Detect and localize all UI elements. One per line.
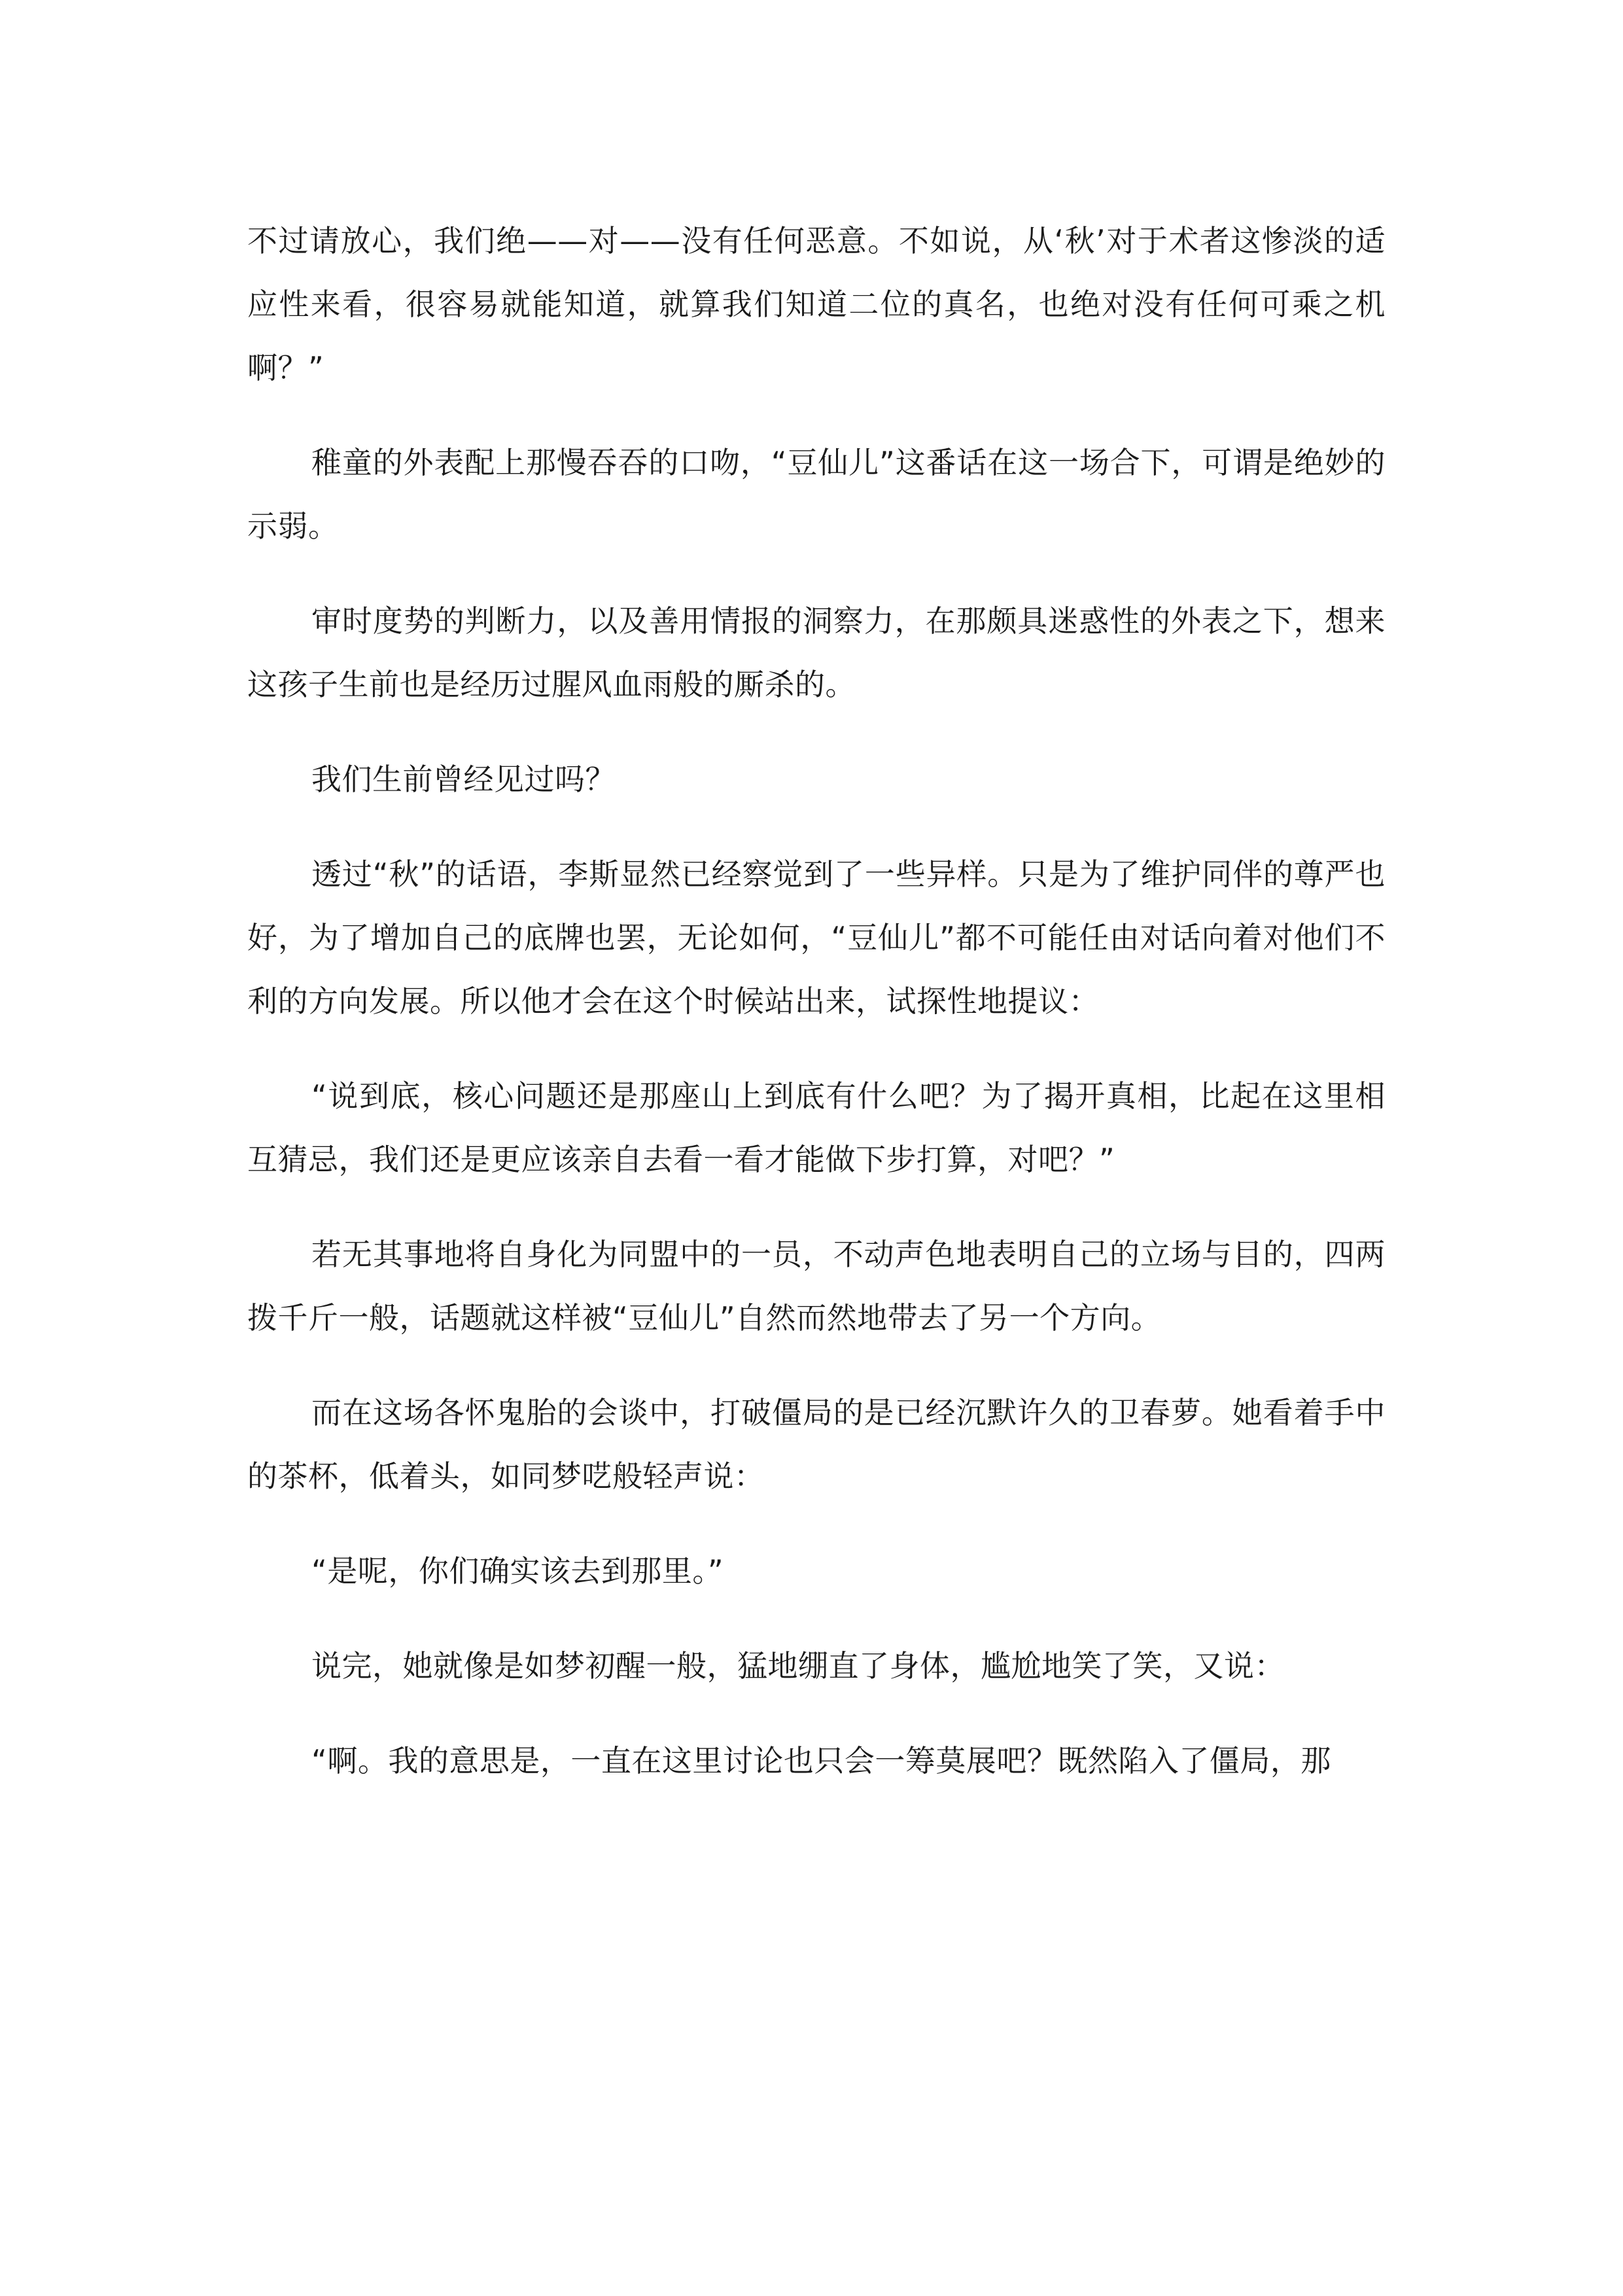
paragraph: 我们生前曾经见过吗？ [311, 762, 616, 797]
paragraph: 稚童的外表配上那慢吞吞的口吻，“豆仙儿”这番话在这一场合下，可谓是绝妙的示弱。 [247, 445, 1386, 544]
paragraph: 若无其事地将自身化为同盟中的一员，不动声色地表明自己的立场与目的，四两拨千斤一般，话题就这样被“豆仙儿”自然而然地带去了另一个方向。 [247, 1237, 1386, 1335]
paragraph: “说到底，核心问题还是那座山上到底有什么吧？为了揭开真相，比起在这里相互猜忌，我们还是更应该亲自去看一看才能做下步打算，对吧？” [247, 1078, 1386, 1177]
document-body [247, 209, 1386, 1824]
paragraph: 不过请放心，我们绝——对——没有任何恶意。不如说，从‘秋’对于术者这惨淡的适应性来看，很容易就能知道，就算我们知道二位的真名，也绝对没有任何可乘之机啊？” [247, 223, 1386, 385]
paragraph: “是呢，你们确实该去到那里。” [311, 1553, 724, 1589]
paragraph: 透过“秋”的话语，李斯显然已经察觉到了一些异样。只是为了维护同伴的尊严也好，为了增加自己的底牌也罢，无论如何，“豆仙儿”都不可能任由对话向着对他们不利的方向发展。所以他才会在这个时候站出来，试探性地提议： [247, 857, 1386, 1019]
paragraph: 审时度势的判断力，以及善用情报的洞察力，在那颇具迷惑性的外表之下，想来这孩子生前也是经历过腥风血雨般的厮杀的。 [247, 603, 1386, 702]
paragraph: “啊。我的意思是，一直在这里讨论也只会一筹莫展吧？既然陷入了僵局，那 [311, 1743, 1331, 1778]
paragraph: 说完，她就像是如梦初醒一般，猛地绷直了身体，尴尬地笑了笑，又说： [311, 1648, 1285, 1684]
paragraph: 而在这场各怀鬼胎的会谈中，打破僵局的是已经沉默许久的卫春萝。她看着手中的茶杯，低着头，如同梦呓般轻声说： [247, 1395, 1386, 1494]
